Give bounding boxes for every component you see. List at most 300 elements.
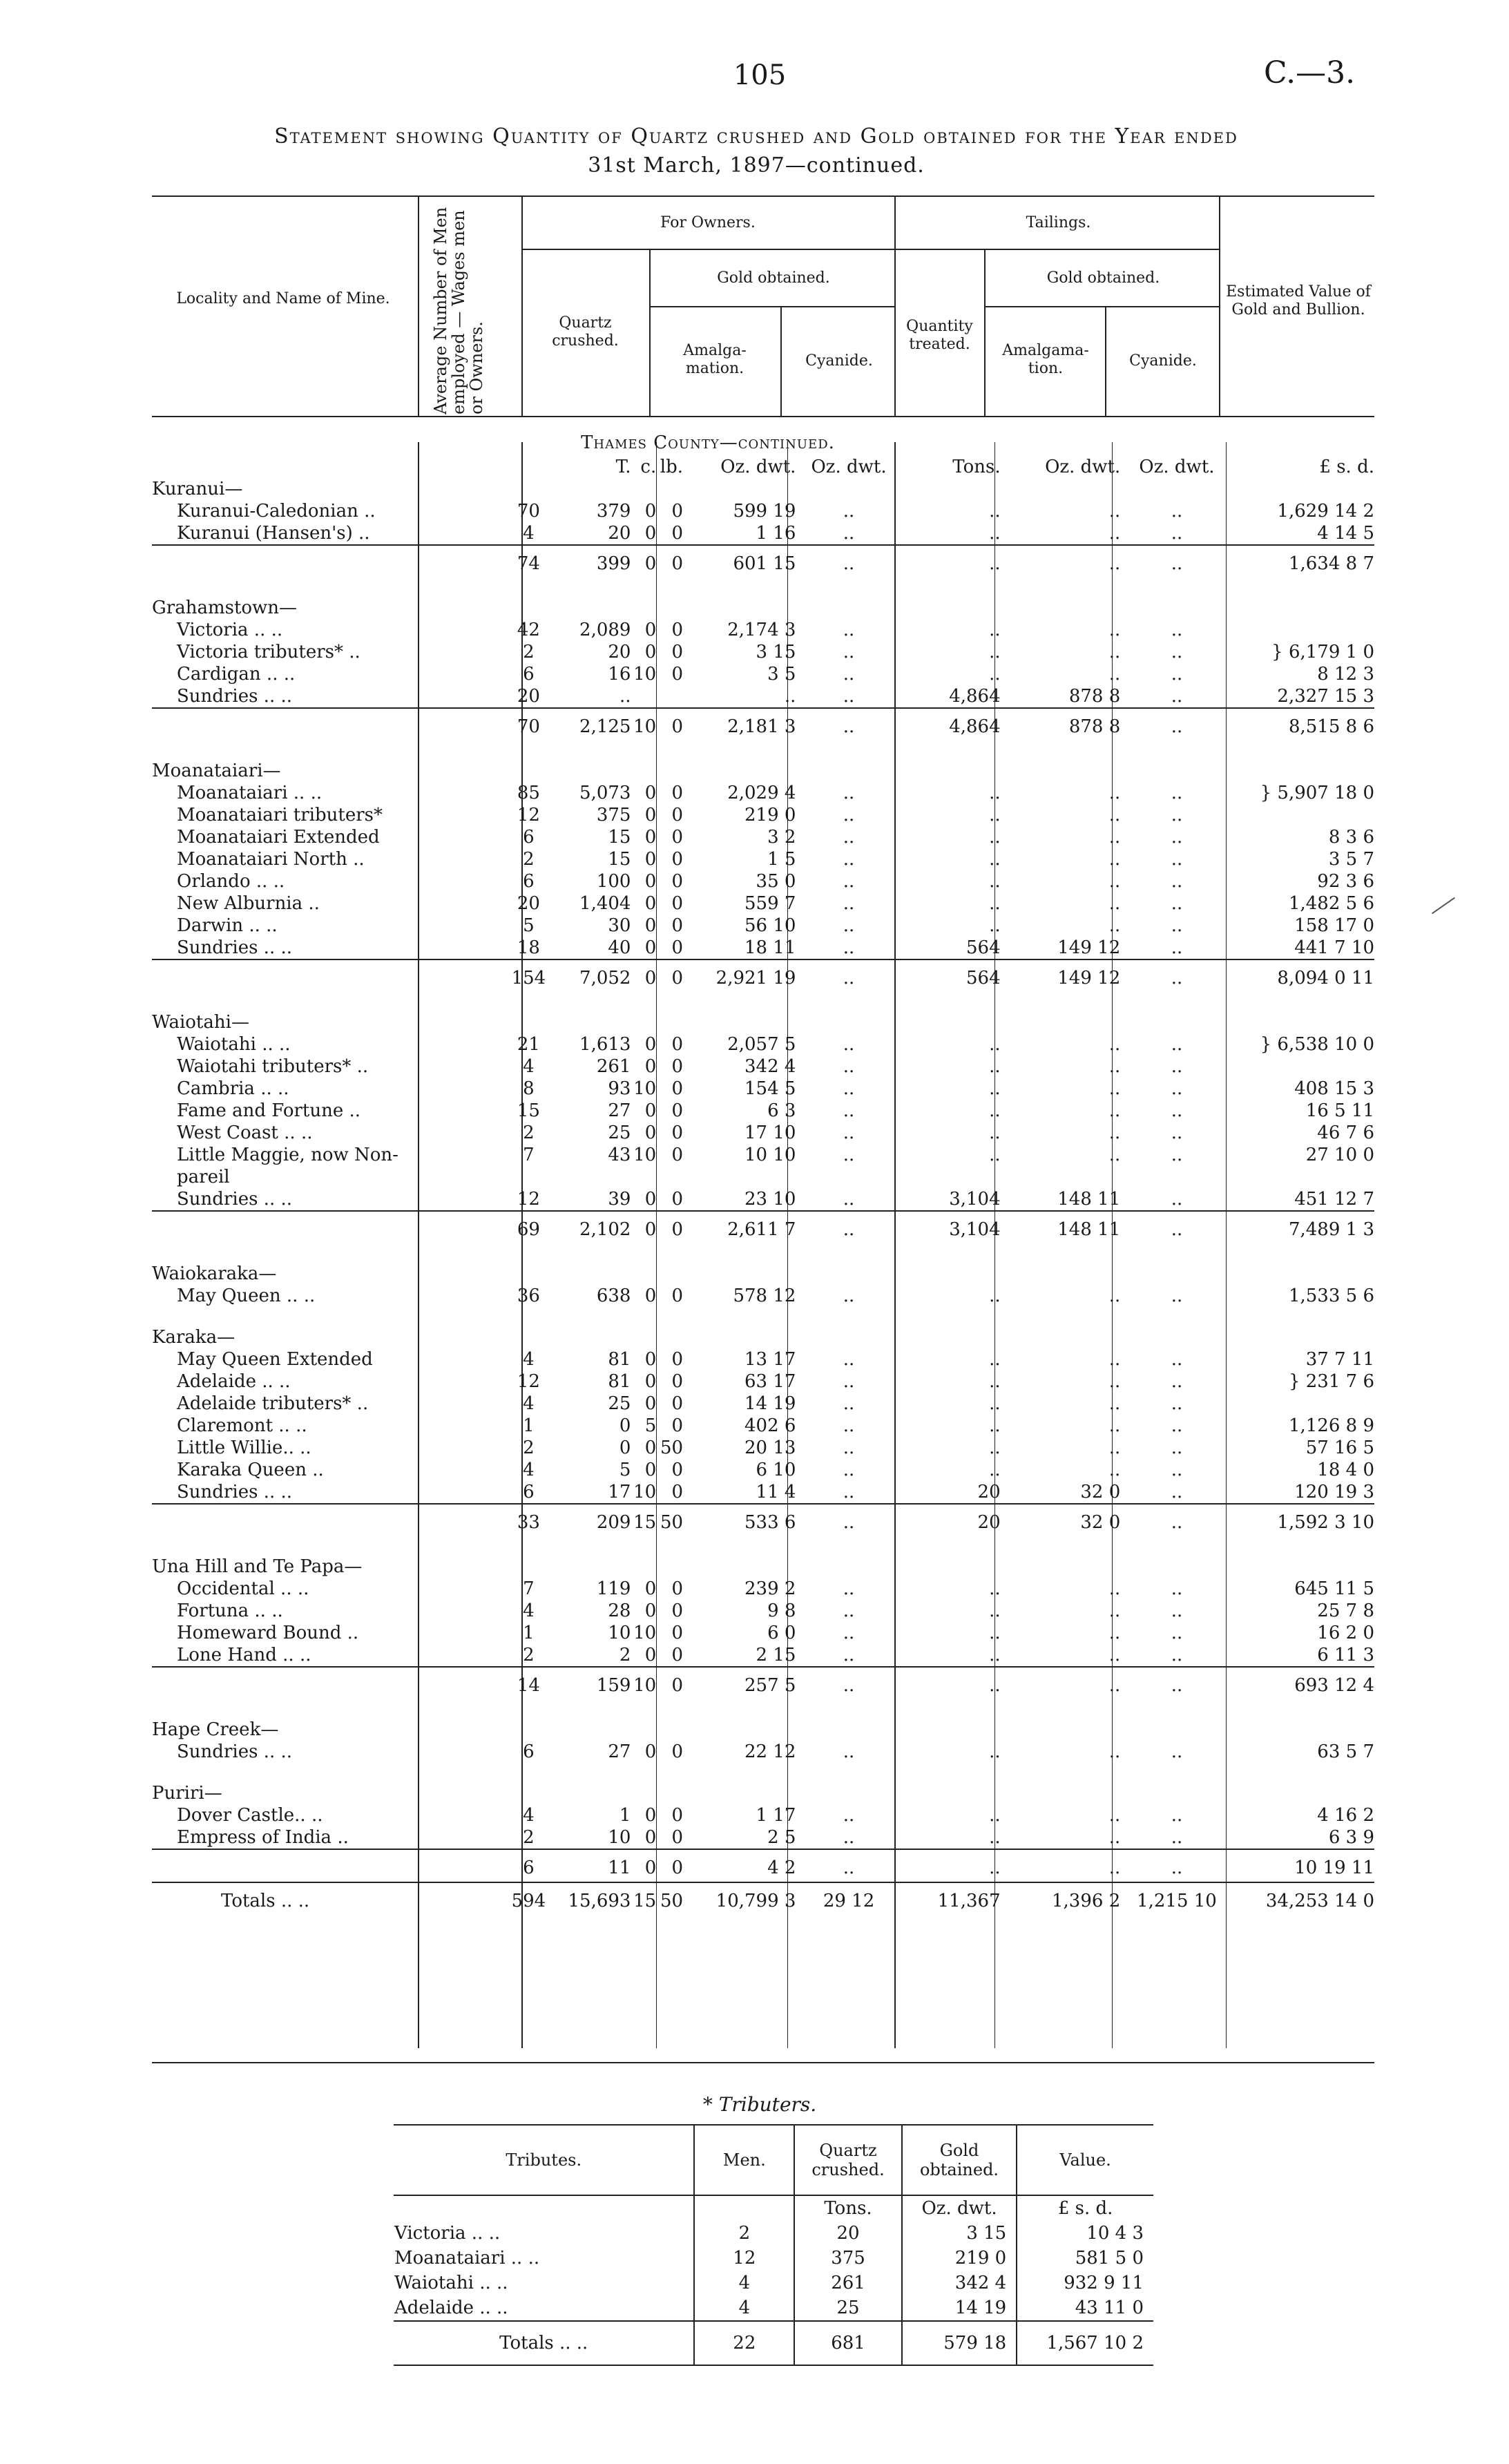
cell-tam: 878 8: [1068, 686, 1121, 707]
cell-amal: 6 0: [767, 1623, 796, 1643]
cell-name: [152, 708, 490, 741]
cell-c: [631, 1556, 656, 1578]
cell-cy: 29 12: [796, 1882, 901, 1915]
cell-val: 6 3 9: [1328, 1827, 1374, 1848]
locality-row: [152, 1263, 1374, 1285]
cell-amal: 4 2: [683, 1849, 796, 1882]
cell-tons: ..: [989, 523, 1001, 544]
cell-tons: 3,104: [949, 1189, 1001, 1210]
cell-cy: ..: [843, 1371, 855, 1392]
cell-tcy: ..: [1171, 1286, 1183, 1306]
cell-c: 0: [644, 1189, 657, 1210]
cell-t: 81: [608, 1371, 631, 1392]
cell-tons: [902, 478, 1001, 500]
cell-men: [490, 992, 566, 1011]
trib-cell-name: Victoria .. ..: [394, 2223, 501, 2244]
cell-lb: [656, 1699, 683, 1719]
cell-tam: ..: [1108, 1741, 1121, 1762]
cell-name: Hape Creek—: [152, 1719, 279, 1740]
cell-tons: ..: [989, 1371, 1001, 1392]
cell-men: 18: [517, 937, 540, 958]
cell-men: 4: [523, 1460, 535, 1480]
cell-tam: ..: [1001, 1849, 1121, 1882]
cell-val: 92 3 6: [1317, 871, 1374, 892]
cell-men: 1: [523, 1415, 535, 1436]
subtotal-row: [152, 1211, 1374, 1243]
cell-cy: ..: [796, 545, 901, 577]
cell-cy: ..: [843, 1482, 855, 1502]
cell-name: [152, 545, 490, 577]
cell-val: [1233, 741, 1374, 760]
cell-men: 12: [517, 1371, 540, 1392]
cell-lb: 0: [671, 871, 684, 892]
cell-val: 10 19 11: [1233, 1849, 1374, 1882]
cell-val: 16 5 11: [1305, 1100, 1374, 1121]
cell-val: [1233, 597, 1374, 619]
cell-tons: ..: [989, 642, 1001, 662]
cell-lb: [656, 1307, 683, 1326]
cell-tcy: [1120, 1307, 1233, 1326]
cell-name: Sundries .. ..: [177, 1189, 293, 1210]
cell-val: [1233, 1699, 1374, 1719]
cell-cy: ..: [843, 1034, 855, 1055]
cell-men: 15: [517, 1100, 540, 1121]
cell-name: Occidental .. ..: [177, 1578, 309, 1599]
cell-tons: ..: [902, 1667, 1001, 1699]
cell-t: 39: [608, 1189, 631, 1210]
cell-t: [567, 597, 631, 619]
cell-val: 408 15 3: [1294, 1078, 1374, 1099]
cell-tons: [902, 1699, 1001, 1719]
cell-t: 16: [608, 664, 631, 685]
cell-tcy: ..: [1171, 1805, 1183, 1826]
cell-tam: ..: [1108, 1623, 1121, 1643]
table-bottom-rule: [152, 2062, 1374, 2063]
cell-val: 6 11 3: [1317, 1645, 1374, 1665]
trib-cell-gold: 219 0: [902, 2246, 1017, 2271]
mine-row: [152, 641, 1374, 663]
cell-lb: [656, 1556, 683, 1578]
trib-total-value: 1,567 10 2: [1017, 2321, 1153, 2365]
cell-amal: 1 16: [756, 523, 796, 544]
mine-row: [152, 1415, 1374, 1437]
trib-cell-value: 932 9 11: [1017, 2271, 1153, 2295]
tributers-title: * Tributers.: [702, 2093, 817, 2116]
cell-tons: ..: [989, 1645, 1001, 1665]
cell-name: Fame and Fortune ..: [177, 1100, 361, 1121]
cell-amal: 13 17: [744, 1349, 796, 1370]
cell-val: 8,094 0 11: [1233, 959, 1374, 992]
mine-row: [152, 663, 1374, 685]
cell-amal: [683, 1011, 796, 1033]
cell-tam: ..: [1108, 893, 1121, 914]
cell-tcy: [1120, 992, 1233, 1011]
cell-t: [567, 577, 631, 597]
cell-tons: ..: [989, 1393, 1001, 1414]
cell-tons: [902, 1307, 1001, 1326]
cell-c: 0: [644, 501, 657, 522]
cell-c: [631, 760, 656, 782]
cell-tcy: [1120, 1719, 1233, 1741]
cell-amal: [683, 1307, 796, 1326]
cell-tcy: [1120, 597, 1233, 619]
cell-men: [490, 760, 566, 782]
cell-tcy: ..: [1120, 959, 1233, 992]
cell-cy: ..: [796, 959, 901, 992]
cell-tam: ..: [1108, 827, 1121, 848]
cell-tons: [902, 1263, 1001, 1285]
cell-tcy: [1120, 1699, 1233, 1719]
trib-total-quartz: 681: [794, 2321, 902, 2365]
trib-cell-value: 43 11 0: [1017, 2295, 1153, 2321]
trib-header-men: Men.: [694, 2125, 794, 2195]
cell-tam: ..: [1108, 1078, 1121, 1099]
cell-tcy: [1120, 1536, 1233, 1556]
cell-name: Empress of India ..: [177, 1827, 349, 1848]
locality-row: [152, 478, 1374, 500]
cell-men: 14: [490, 1667, 566, 1699]
cell-val: 1,629 14 2: [1277, 501, 1374, 522]
cell-tons: ..: [989, 1741, 1001, 1762]
cell-tcy: 1,215 10: [1120, 1882, 1233, 1915]
cell-tons: ..: [989, 1286, 1001, 1306]
cell-men: 594: [490, 1882, 566, 1915]
cell-cy: ..: [843, 1056, 855, 1077]
cell-name: Sundries .. ..: [177, 937, 293, 958]
cell-name: Waiokaraka—: [152, 1263, 277, 1284]
cell-amal: 6 3: [767, 1100, 796, 1121]
locality-row: [152, 1719, 1374, 1741]
cell-name: Orlando .. ..: [177, 871, 285, 892]
cell-amal: 2 5: [767, 1827, 796, 1848]
cell-c: 0: [644, 1645, 657, 1665]
cell-c: 0: [644, 1393, 657, 1414]
cell-amal: 18 11: [744, 937, 796, 958]
cell-tons: ..: [989, 893, 1001, 914]
cell-c: 0: [644, 1123, 657, 1143]
cell-val: 4 16 2: [1317, 1805, 1374, 1826]
cell-t: 0: [619, 1415, 631, 1436]
cell-tons: 4,864: [949, 686, 1001, 707]
cell-cy: ..: [843, 642, 855, 662]
cell-tcy: ..: [1171, 893, 1183, 914]
cell-val: [1233, 760, 1374, 782]
page-number: 105: [733, 59, 787, 91]
spacer-row: [152, 577, 1374, 597]
cell-amal: 2,029 4: [727, 783, 796, 803]
mine-row: [152, 1644, 1374, 1667]
cell-tam: 32 0: [1080, 1482, 1121, 1502]
cell-t: 28: [608, 1601, 631, 1621]
cell-tcy: ..: [1171, 1578, 1183, 1599]
cell-t: [567, 1556, 631, 1578]
cell-cy: ..: [843, 1078, 855, 1099]
cell-cy: ..: [843, 1438, 855, 1458]
cell-tcy: ..: [1171, 915, 1183, 936]
mine-row: [152, 1622, 1374, 1644]
cell-cy: ..: [843, 915, 855, 936]
cell-t: 119: [596, 1578, 631, 1599]
cell-cy: ..: [843, 1645, 855, 1665]
cell-name: Waiotahi .. ..: [177, 1034, 291, 1055]
cell-lb: [656, 577, 683, 597]
cell-cy: [796, 1243, 901, 1263]
cell-tcy: ..: [1171, 1034, 1183, 1055]
cell-tam: ..: [1108, 1805, 1121, 1826]
cell-cy: ..: [843, 1578, 855, 1599]
cell-val: [1233, 1166, 1374, 1188]
cell-cy: ..: [796, 1211, 901, 1243]
cell-tcy: ..: [1171, 1393, 1183, 1414]
mine-row: [152, 782, 1374, 804]
cell-amal: [683, 1782, 796, 1804]
unit-lb: lb.: [660, 457, 684, 477]
cell-c: 10: [633, 1145, 657, 1165]
cell-amal: 1 17: [756, 1805, 796, 1826]
cell-c: 0: [644, 871, 657, 892]
unit-quantity-treated: Tons.: [952, 457, 1001, 477]
cell-tcy: [1120, 1011, 1233, 1033]
cell-men: [490, 1166, 566, 1188]
unit-value: £ s. d.: [1319, 457, 1374, 477]
cell-t: [567, 1763, 631, 1782]
cell-men: 2: [523, 642, 535, 662]
cell-tam: [1001, 1243, 1121, 1263]
cell-men: [490, 1719, 566, 1741]
mine-row: [152, 915, 1374, 937]
cell-tons: ..: [989, 1460, 1001, 1480]
cell-amal: 3 5: [767, 664, 796, 685]
cell-val: 16 2 0: [1317, 1623, 1374, 1643]
cell-val: 1,482 5 6: [1288, 893, 1374, 914]
cell-cy: [796, 741, 901, 760]
cell-name: Karaka Queen ..: [177, 1460, 324, 1480]
cell-c: 0: [644, 1056, 657, 1077]
cell-c: 10: [631, 1667, 656, 1699]
cell-t: 7,052: [567, 959, 631, 992]
cell-tons: [902, 577, 1001, 597]
cell-name: [152, 959, 490, 992]
cell-tcy: ..: [1120, 1211, 1233, 1243]
subtotal-row: [152, 708, 1374, 741]
header-tail-gold-obtained: Gold obtained.: [1046, 269, 1160, 287]
cell-cy: [796, 597, 901, 619]
cell-lb: 0: [671, 1805, 684, 1826]
cell-amal: 239 2: [744, 1578, 796, 1599]
cell-tam: ..: [1108, 1438, 1121, 1458]
cell-val: 158 17 0: [1294, 915, 1374, 936]
cell-tam: [1001, 1263, 1121, 1285]
cell-val: [1233, 1263, 1374, 1285]
cell-tons: [902, 992, 1001, 1011]
header-top-rule: [152, 195, 1374, 197]
cell-tons: 20: [977, 1482, 1001, 1502]
unit-tail-cyanide: Oz. dwt.: [1139, 457, 1215, 477]
cell-cy: ..: [843, 893, 855, 914]
cell-lb: 0: [656, 1849, 683, 1882]
cell-tcy: ..: [1171, 501, 1183, 522]
cell-name: Cambria .. ..: [177, 1078, 289, 1099]
cell-tam: ..: [1108, 523, 1121, 544]
cell-amal: 154 5: [744, 1078, 796, 1099]
cell-tons: ..: [989, 1623, 1001, 1643]
cell-tons: 3,104: [902, 1211, 1001, 1243]
cell-tons: [902, 1243, 1001, 1263]
cell-lb: 0: [671, 1349, 684, 1370]
trib-row: [394, 2295, 1153, 2321]
cell-lb: 0: [671, 805, 684, 825]
cell-t: [567, 1011, 631, 1033]
cell-lb: 0: [671, 1415, 684, 1436]
cell-cy: ..: [843, 620, 855, 640]
cell-tons: ..: [989, 664, 1001, 685]
cell-c: [631, 1536, 656, 1556]
cell-lb: 0: [671, 1601, 684, 1621]
mine-row: [152, 1100, 1374, 1122]
cell-tam: 149 12: [1001, 959, 1121, 992]
cell-t: [567, 741, 631, 760]
cell-tcy: ..: [1171, 1438, 1183, 1458]
cell-name: Victoria tributers* ..: [177, 642, 361, 662]
cell-t: 100: [596, 871, 631, 892]
header-for-owners: For Owners.: [660, 214, 756, 231]
cell-tcy: ..: [1171, 686, 1183, 707]
cell-lb: 0: [671, 1460, 684, 1480]
cell-amal: 20 13: [744, 1438, 796, 1458]
cell-c: 0: [644, 1438, 657, 1458]
cell-men: 85: [517, 783, 540, 803]
cell-tons: 11,367: [902, 1882, 1001, 1915]
cell-tam: 148 11: [1001, 1211, 1121, 1243]
cell-c: 0: [631, 1211, 656, 1243]
cell-lb: 0: [671, 1371, 684, 1392]
cell-men: [490, 741, 566, 760]
cell-t: 159: [567, 1667, 631, 1699]
cell-t: 209: [567, 1504, 631, 1536]
cell-tam: [1001, 1307, 1121, 1326]
cell-tam: ..: [1108, 1415, 1121, 1436]
cell-amal: [683, 1166, 796, 1188]
mine-row: [152, 1122, 1374, 1144]
cell-amal: [683, 1699, 796, 1719]
cell-tam: ..: [1108, 620, 1121, 640]
cell-tcy: ..: [1171, 827, 1183, 848]
cell-cy: [796, 1782, 901, 1804]
cell-val: [1233, 1011, 1374, 1033]
header-quantity-treated: Quantity treated.: [906, 318, 973, 353]
cell-c: 0: [644, 915, 657, 936]
trib-cell-value: 581 5 0: [1017, 2246, 1153, 2271]
spacer-row: [152, 1763, 1374, 1782]
cell-cy: ..: [796, 1667, 901, 1699]
cell-lb: 0: [671, 1393, 684, 1414]
cell-tons: ..: [989, 849, 1001, 870]
cell-c: 0: [644, 1100, 657, 1121]
spacer-row: [152, 741, 1374, 760]
cell-val: 46 7 6: [1317, 1123, 1374, 1143]
cell-tons: [902, 1326, 1001, 1348]
cell-name: Sundries .. ..: [177, 1741, 293, 1762]
cell-c: 0: [644, 1286, 657, 1306]
cell-lb: 0: [656, 545, 683, 577]
cell-val: 120 19 3: [1294, 1482, 1374, 1502]
cell-name: Adelaide tributers* ..: [177, 1393, 369, 1414]
cell-c: [631, 1326, 656, 1348]
mine-row: [152, 1188, 1374, 1211]
cell-tcy: ..: [1171, 1189, 1183, 1210]
cell-tam: ..: [1108, 1145, 1121, 1165]
cell-c: 0: [644, 523, 657, 544]
cell-c: 10: [633, 664, 657, 685]
cell-tons: ..: [902, 545, 1001, 577]
cell-t: 15: [608, 849, 631, 870]
cell-val: } 231 7 6: [1288, 1371, 1374, 1392]
mine-row: [152, 1804, 1374, 1826]
cell-val: 4 14 5: [1317, 523, 1374, 544]
cell-name: May Queen Extended: [177, 1349, 373, 1370]
cell-lb: [656, 992, 683, 1011]
cell-name: May Queen .. ..: [177, 1286, 316, 1306]
cell-name: Victoria .. ..: [177, 620, 283, 640]
cell-cy: [796, 577, 901, 597]
mine-row: [152, 1826, 1374, 1849]
trib-cell-men: 4: [694, 2271, 794, 2295]
cell-lb: 0: [671, 849, 684, 870]
trib-row: [394, 2271, 1153, 2295]
trib-cell-quartz: 20: [794, 2221, 902, 2246]
trib-unit-gold: Oz. dwt.: [902, 2195, 1017, 2221]
cell-men: 6: [490, 1849, 566, 1882]
mine-row: [152, 1166, 1374, 1188]
cell-tons: ..: [989, 1415, 1001, 1436]
cell-tcy: [1120, 1263, 1233, 1285]
trib-header-tributes: Tributes.: [394, 2125, 694, 2195]
mine-row: [152, 937, 1374, 959]
cell-tcy: ..: [1171, 1623, 1183, 1643]
header-cyanide: Cyanide.: [805, 352, 873, 370]
cell-lb: 0: [671, 1578, 684, 1599]
cell-c: 15: [631, 1882, 656, 1915]
cell-cy: ..: [843, 1393, 855, 1414]
header-gold-obtained: Gold obtained.: [717, 269, 830, 287]
cell-tam: ..: [1001, 1667, 1121, 1699]
cell-val: [1233, 1719, 1374, 1741]
cell-amal: [683, 1243, 796, 1263]
cell-amal: 219 0: [744, 805, 796, 825]
cell-val: 451 12 7: [1294, 1189, 1374, 1210]
cell-lb: 0: [671, 501, 684, 522]
cell-amal: 402 6: [744, 1415, 796, 1436]
cell-t: [567, 1243, 631, 1263]
mine-row: [152, 826, 1374, 848]
cell-t: 15,693: [567, 1882, 631, 1915]
locality-row: [152, 1326, 1374, 1348]
cell-c: 10: [633, 1623, 657, 1643]
cell-cy: [796, 1263, 901, 1285]
cell-tam: [1001, 1719, 1121, 1741]
cell-t: 20: [608, 523, 631, 544]
locality-row: [152, 1011, 1374, 1033]
cell-lb: 0: [671, 1482, 684, 1502]
cell-lb: 0: [671, 642, 684, 662]
cell-tons: [902, 597, 1001, 619]
cell-tcy: ..: [1171, 620, 1183, 640]
mine-row: [152, 1481, 1374, 1504]
cell-lb: [656, 478, 683, 500]
cell-name: Cardigan .. ..: [177, 664, 296, 685]
cell-amal: 342 4: [744, 1056, 796, 1077]
cell-name: Kuranui (Hansen's) ..: [177, 523, 370, 544]
